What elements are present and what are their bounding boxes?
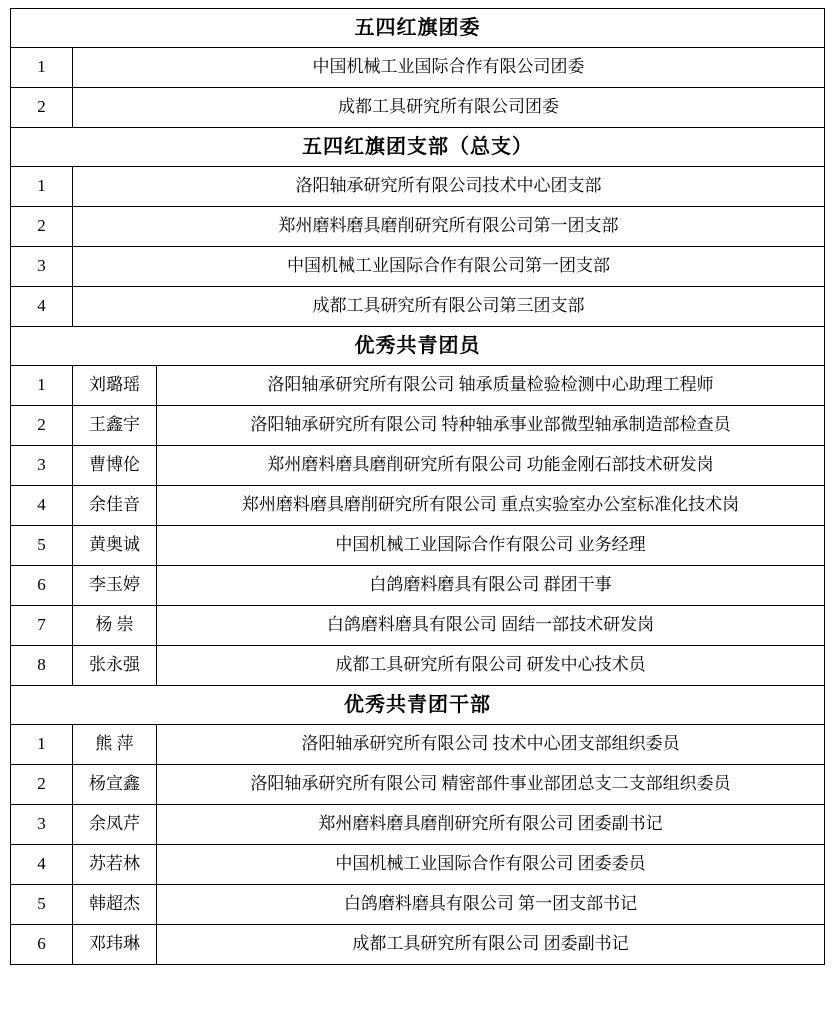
section-header-row [11, 128, 825, 167]
section-title: 优秀共青团员 [11, 327, 825, 366]
person-name: 韩超杰 [73, 885, 157, 925]
table-row [11, 845, 825, 885]
table-row [11, 805, 825, 845]
table-row [11, 247, 825, 287]
row-index: 3 [11, 805, 73, 845]
row-index: 1 [11, 725, 73, 765]
person-name: 李玉婷 [73, 566, 157, 606]
entry-description: 成都工具研究所有限公司团委 [73, 88, 825, 128]
row-index: 3 [11, 446, 73, 486]
entry-description: 洛阳轴承研究所有限公司 技术中心团支部组织委员 [157, 725, 825, 765]
person-name: 余佳音 [73, 486, 157, 526]
award-list-table [10, 8, 825, 965]
row-index: 2 [11, 406, 73, 446]
row-index: 5 [11, 885, 73, 925]
table-row [11, 88, 825, 128]
table-row [11, 207, 825, 247]
person-name: 张永强 [73, 646, 157, 686]
table-row [11, 287, 825, 327]
table-row [11, 646, 825, 686]
entry-description: 中国机械工业国际合作有限公司 业务经理 [157, 526, 825, 566]
row-index: 8 [11, 646, 73, 686]
row-index: 5 [11, 526, 73, 566]
person-name: 黄奥诚 [73, 526, 157, 566]
entry-description: 洛阳轴承研究所有限公司 特种轴承事业部微型轴承制造部检查员 [157, 406, 825, 446]
entry-description: 白鸽磨料磨具有限公司 群团干事 [157, 566, 825, 606]
entry-description: 洛阳轴承研究所有限公司 精密部件事业部团总支二支部组织委员 [157, 765, 825, 805]
row-index: 2 [11, 207, 73, 247]
person-name: 邓玮琳 [73, 925, 157, 965]
person-name: 杨 崇 [73, 606, 157, 646]
person-name: 杨宣鑫 [73, 765, 157, 805]
person-name: 余凤芹 [73, 805, 157, 845]
entry-description: 成都工具研究所有限公司第三团支部 [73, 287, 825, 327]
table-row [11, 48, 825, 88]
row-index: 6 [11, 566, 73, 606]
entry-description: 洛阳轴承研究所有限公司 轴承质量检验检测中心助理工程师 [157, 366, 825, 406]
table-row [11, 765, 825, 805]
person-name: 熊 萍 [73, 725, 157, 765]
entry-description: 中国机械工业国际合作有限公司第一团支部 [73, 247, 825, 287]
entry-description: 洛阳轴承研究所有限公司技术中心团支部 [73, 167, 825, 207]
person-name: 曹博伦 [73, 446, 157, 486]
row-index: 4 [11, 287, 73, 327]
person-name: 刘璐瑶 [73, 366, 157, 406]
award-table-body [11, 9, 825, 965]
entry-description: 中国机械工业国际合作有限公司团委 [73, 48, 825, 88]
entry-description: 中国机械工业国际合作有限公司 团委委员 [157, 845, 825, 885]
entry-description: 白鸽磨料磨具有限公司 固结一部技术研发岗 [157, 606, 825, 646]
row-index: 4 [11, 486, 73, 526]
table-row [11, 606, 825, 646]
entry-description: 白鸽磨料磨具有限公司 第一团支部书记 [157, 885, 825, 925]
table-row [11, 885, 825, 925]
row-index: 2 [11, 765, 73, 805]
row-index: 2 [11, 88, 73, 128]
table-row [11, 446, 825, 486]
table-row [11, 167, 825, 207]
table-row [11, 725, 825, 765]
row-index: 7 [11, 606, 73, 646]
person-name: 苏若林 [73, 845, 157, 885]
entry-description: 郑州磨料磨具磨削研究所有限公司 团委副书记 [157, 805, 825, 845]
section-title: 优秀共青团干部 [11, 686, 825, 725]
section-header-row [11, 327, 825, 366]
entry-description: 郑州磨料磨具磨削研究所有限公司 功能金刚石部技术研发岗 [157, 446, 825, 486]
entry-description: 成都工具研究所有限公司 研发中心技术员 [157, 646, 825, 686]
row-index: 4 [11, 845, 73, 885]
table-row [11, 366, 825, 406]
table-row [11, 486, 825, 526]
table-row [11, 925, 825, 965]
row-index: 1 [11, 48, 73, 88]
person-name: 王鑫宇 [73, 406, 157, 446]
entry-description: 成都工具研究所有限公司 团委副书记 [157, 925, 825, 965]
entry-description: 郑州磨料磨具磨削研究所有限公司第一团支部 [73, 207, 825, 247]
row-index: 1 [11, 167, 73, 207]
row-index: 6 [11, 925, 73, 965]
section-header-row [11, 686, 825, 725]
row-index: 1 [11, 366, 73, 406]
section-title: 五四红旗团支部（总支） [11, 128, 825, 167]
section-header-row [11, 9, 825, 48]
table-row [11, 406, 825, 446]
row-index: 3 [11, 247, 73, 287]
entry-description: 郑州磨料磨具磨削研究所有限公司 重点实验室办公室标准化技术岗 [157, 486, 825, 526]
table-row [11, 526, 825, 566]
section-title: 五四红旗团委 [11, 9, 825, 48]
table-row [11, 566, 825, 606]
